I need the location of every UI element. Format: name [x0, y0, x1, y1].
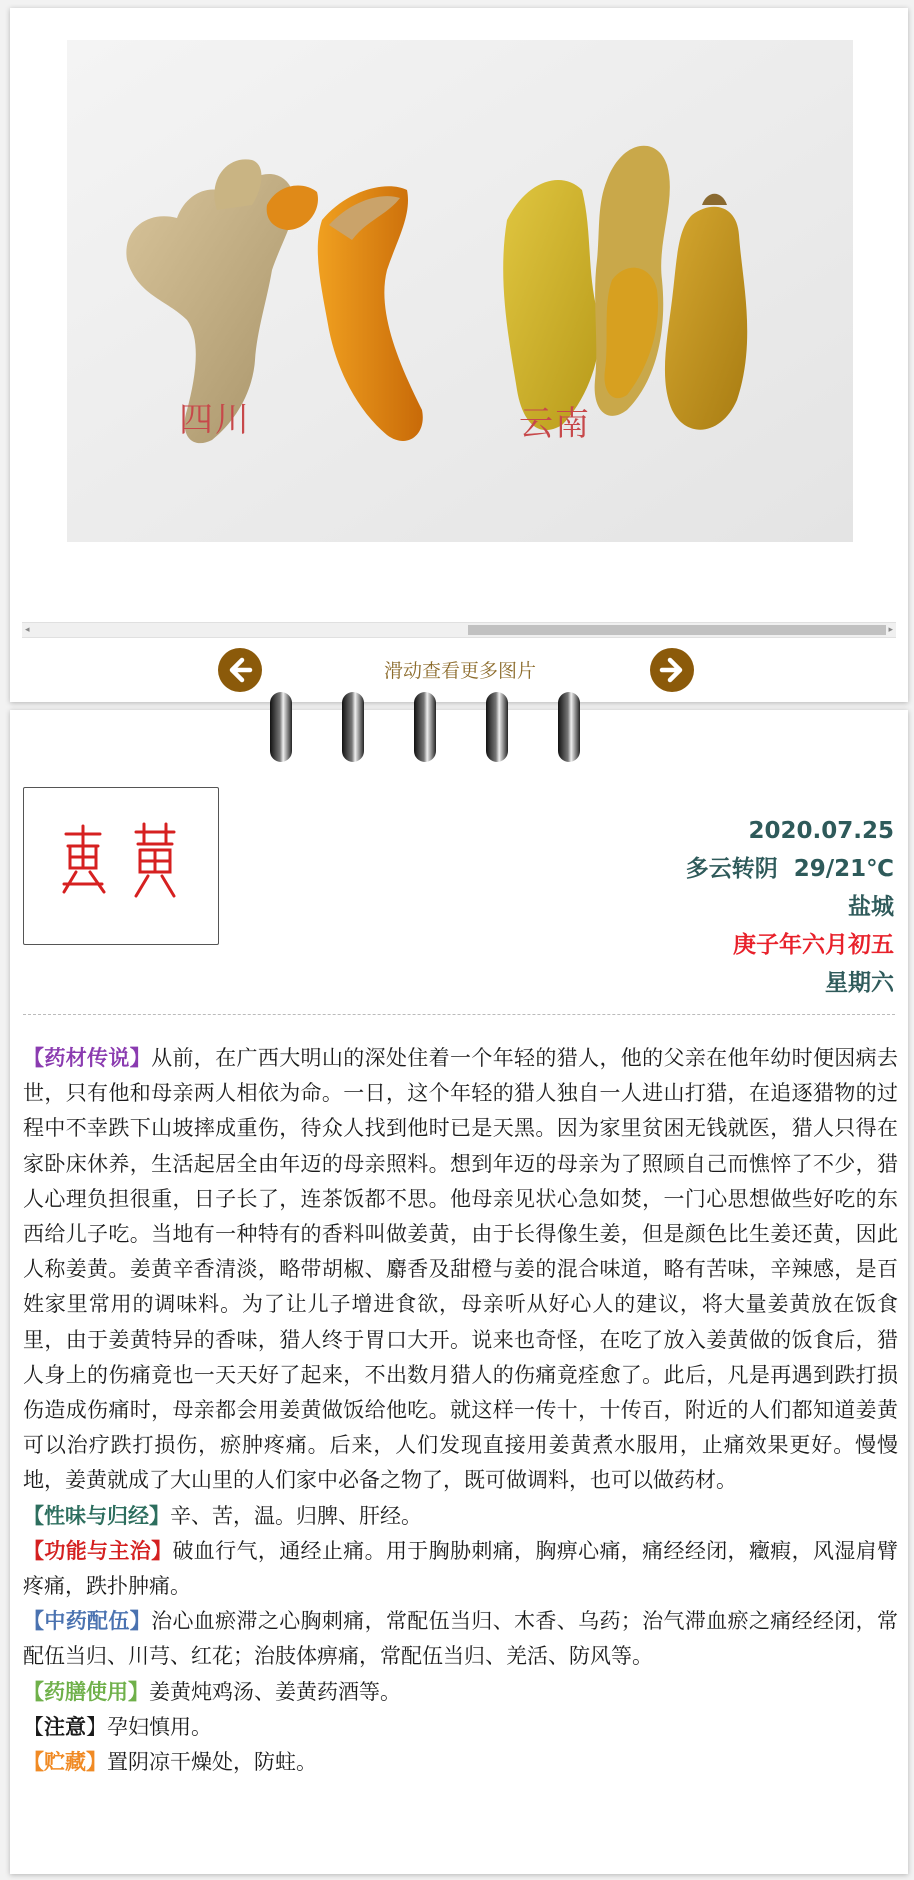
swipe-hint: 滑动查看更多图片 — [383, 660, 536, 682]
gallery-card — [10, 8, 908, 702]
arrow-left-icon — [218, 648, 262, 692]
section-text: 置阴凉干燥处，防蛀。 — [107, 1750, 317, 1775]
seal-script-jianghuang-icon — [24, 788, 218, 944]
section-tag: 【中药配伍】 — [23, 1609, 152, 1634]
section-storage — [23, 1745, 898, 1780]
city-text: 盐城 — [848, 894, 894, 920]
lunar-date-text: 庚子年六月初五 — [733, 932, 894, 958]
section-text: 治心血瘀滞之心胸刺痛，常配伍当归、木香、乌药；治气滞血瘀之痛经经闭，常配伍当归、川芎、红花；治肢体痹痛，常配伍当归、羌活、防风等。 — [23, 1609, 899, 1669]
arrow-right-icon — [650, 648, 694, 692]
section-tag-open: 【 — [23, 1714, 44, 1739]
herb-seal-box — [23, 787, 219, 945]
section-diet — [23, 1675, 898, 1710]
section-taste-meridian — [23, 1499, 898, 1534]
herb-info-card — [10, 710, 908, 1874]
turmeric-photo-drawing — [67, 40, 853, 542]
section-text: 姜黄炖鸡汤、姜黄药酒等。 — [149, 1679, 401, 1704]
herb-content — [23, 1041, 898, 1780]
section-compatibility — [23, 1604, 898, 1674]
binder-rings — [270, 690, 650, 770]
section-tag: 【贮藏】 — [23, 1750, 107, 1775]
section-tag-close: 】 — [86, 1714, 107, 1739]
section-tag: 【药膳使用】 — [23, 1679, 149, 1704]
weather-text: 多云转阴 29/21℃ — [685, 856, 894, 882]
scroll-right-icon[interactable]: ▸ — [888, 625, 893, 635]
section-text: 从前，在广西大明山的深处住着一个年轻的猎人，他的父亲在他年幼时便因病去世，只有他和母亲两人相依为命。一日，这个年轻的猎人独自一人进山打猎，在追逐猎物的过程中不幸跌下山坡摔成重伤，待众人找到他时已是天黑。因为家里贫困无钱就医，猎人只得在家卧床休养，生活起居全由年迈的母亲照料。想到年迈的母亲为了照顾自己而憔悴了不少，猎人心理负担很重，日子长了，连茶饭都不思。他母亲见状心急如焚，一门心思想做些好吃的东西给儿子吃。当地有一种特有的香料叫做姜黄，由于长得像生姜，但是颜色比生姜还黄，因此人称姜黄。姜黄辛香清淡，略带胡椒、麝香及甜橙与姜的混合味道，略有苦味，辛辣感，是百姓家里常用的调味料。为了让儿子增进食欲，母亲听从好心人的建议，将大量姜黄放在饭食里，由于姜黄特异的香味，猎人终于胃口大开。说来也奇怪，在吃了放入姜黄做的饭食后，猎人身上的伤痛竟也一天天好了起来，不出数月猎人的伤痛竟痊愈了。此后，凡是再遇到跌打损伤造成伤痛时，母亲都会用姜黄做饭给他吃。就这样一传十，十传百，附近的人们都知道姜黄可以治疗跌打损伤，瘀肿疼痛。后来，人们发现直接用姜黄煮水服用，止痛效果更好。慢慢地，姜黄就成了大山里的人们家中必备之物了，既可做调料，也可以做药材。 — [23, 1046, 899, 1493]
date-text: 2020.07.25 — [748, 818, 894, 844]
next-image-button[interactable] — [650, 648, 694, 692]
turmeric-photo — [67, 40, 853, 542]
scrollbar-thumb[interactable] — [468, 625, 886, 635]
prev-image-button[interactable] — [218, 648, 262, 692]
photo-label-yunnan: 云南 — [519, 404, 591, 444]
section-tag: 【性味与归经】 — [23, 1503, 170, 1528]
section-text: 孕妇慎用。 — [107, 1714, 212, 1739]
section-tag-word: 注意 — [44, 1714, 86, 1739]
date-weather-panel — [686, 812, 894, 1002]
dashed-divider — [23, 1014, 895, 1015]
weekday-text: 星期六 — [825, 970, 894, 996]
section-tag: 【功能与主治】 — [23, 1538, 173, 1563]
section-tag: 【药材传说】 — [23, 1046, 152, 1070]
section-caution — [23, 1710, 898, 1745]
section-text: 辛、苦，温。归脾、肝经。 — [170, 1503, 422, 1528]
gallery-scrollbar[interactable] — [22, 622, 896, 638]
binder-rings-icon — [270, 690, 650, 770]
scroll-left-icon[interactable]: ◂ — [25, 625, 30, 635]
section-function — [23, 1534, 898, 1604]
photo-label-sichuan: 四川 — [179, 400, 251, 440]
section-legend — [23, 1041, 898, 1499]
section-text: 破血行气，通经止痛。用于胸胁刺痛，胸痹心痛，痛经经闭，癥瘕，风湿肩臂疼痛，跌扑肿痛。 — [23, 1538, 899, 1599]
